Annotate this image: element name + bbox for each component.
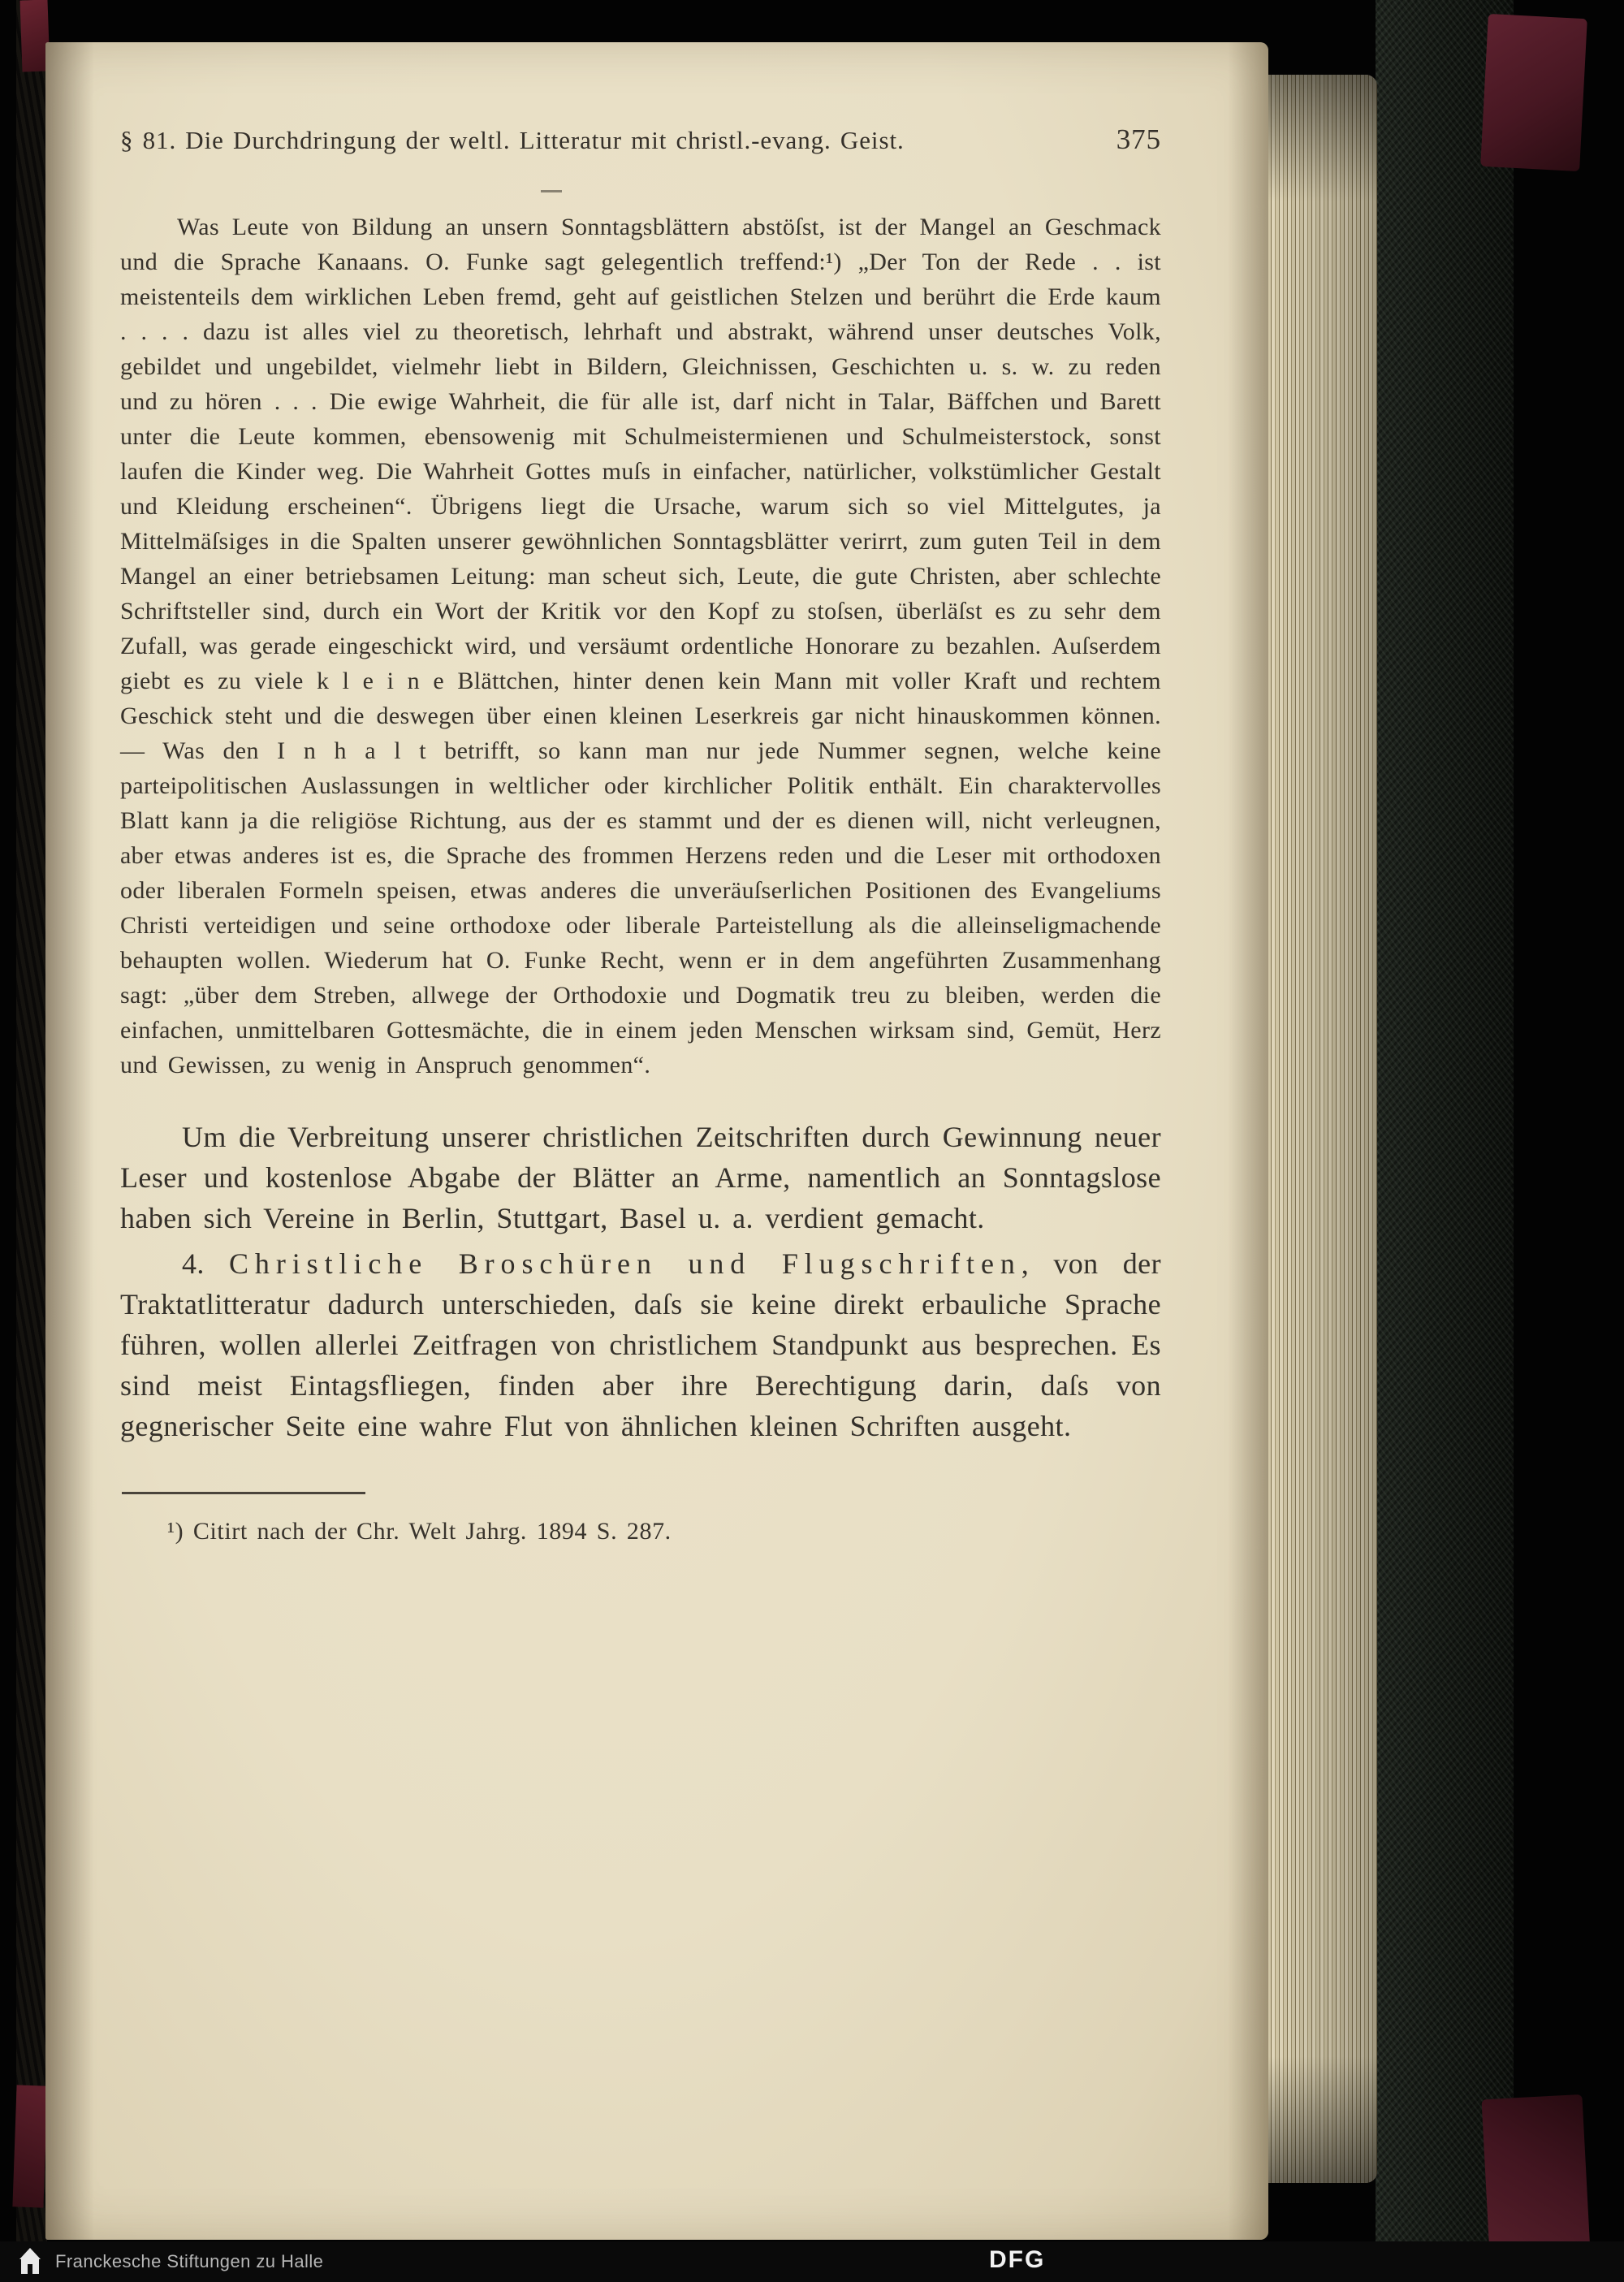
page-number: 375: [1116, 123, 1161, 155]
footnote: ¹) Citirt nach der Chr. Welt Jahrg. 1894 S. 287.: [167, 1518, 672, 1545]
section-4-number: 4.: [182, 1247, 229, 1280]
franckesche-stiftungen-logo-icon: [18, 2246, 42, 2277]
paragraph-main: Um die Verbreitung unserer christlichen Zeitschriften durch Gewinnung neuer Leser und kostenlose Abgabe der Blätter an Arme, namentlich an Sonntagslose haben sich Vereine in Berlin, Stuttgart, Basel u. a. verdient gemacht.: [120, 1121, 1161, 1234]
cover-corner-top-right: [1480, 14, 1587, 171]
section-4-text: , von der Traktatlitteratur dadurch unterschieden, daſs sie keine direkt erbauliche Sprache führen, wollen allerlei Zeitfragen von christlichem Standpunkt aus besprechen. Es sind meist Eintagsfliegen, finden aber ihre Berechtigung darin, daſs von gegnerischer Seite eine wahre Flut von ähnlichen kleinen Schriften ausgeht.: [120, 1247, 1161, 1442]
paragraph-small-print: Was Leute von Bildung an unsern Sonntagsblättern abstöſst, ist der Mangel an Geschmack und die Sprache Kanaans. O. Funke sagt gelegentlich treffend:¹) „Der Ton der Rede . . ist meistenteils dem wirklichen Leben fremd, geht auf geistlichen Stelzen und berührt die Erde kaum . . . . dazu ist alles viel zu theoretisch, lehrhaft und abstrakt, während unser deutsches Volk, gebildet und ungebildet, vielmehr liebt in Bildern, Gleichnissen, Geschichten u. s. w. zu reden und zu hören . . . Die ewige Wahrheit, die für alle ist, darf nicht in Talar, Bäffchen und Barett unter die Leute kommen, ebensowenig mit Schulmeistermienen und Schulmeisterstock, sonst laufen die Kinder weg. Die Wahrheit Gottes muſs in einfacher, natürlicher, volkstümlicher Gestalt und Kleidung erscheinen“. Übrigens liegt die Ursache, warum sich so viel Mittelgutes, ja Mittelmäſsiges in die Spalten unserer gewöhnlichen Sonntagsblätter verirrt, zum guten Teil in dem Mangel an einer betriebsamen Leitung: man scheut sich, Leute, die gute Christen, aber schlechte Schriftsteller sind, durch ein Wort der Kritik vor den Kopf zu stoſsen, überläſst es zu sehr dem Zufall, was gerade eingeschickt wird, und versäumt ordentliche Honorare zu bezahlen. Auſserdem giebt es zu viele k l e i n e Blättchen, hinter denen kein Mann mit voller Kraft und rechtem Geschick steht und die deswegen über einen kleinen Leserkreis gar nicht hinauskommen können. — Was den I n h a l t betrifft, so kann man nur jede Nummer segnen, welche keine parteipolitischen Auslassungen in weltlicher oder kirchlicher Politik enthält. Ein charaktervolles Blatt kann ja die religiöse Richtung, aus der es stammt und der es dienen will, nicht verleugnen, aber etwas anderes ist es, die Sprache des frommen Herzens reden und die Leser mit orthodoxen oder liberalen Formeln speisen, etwas anderes die unveräuſserlichen Positionen des Evangeliums Christi verteidigen und seine orthodoxe oder liberale Parteistellung als die alleinseligmachende behaupten wollen. Wiederum hat O. Funke Recht, wenn er in dem angeführten Zusammenhang sagt: „über dem Streben, allwege der Orthodoxie und Dogmatik treu zu bleiben, werden die einfachen, unmittelbaren Gottesmächte, die in einem jeden Menschen wirksam sind, Gemüt, Herz und Gewissen, zu wenig in Anspruch genommen“.: [120, 214, 1161, 1078]
running-head-title: § 81. Die Durchdringung der weltl. Litteratur mit christl.-evang. Geist.: [120, 126, 905, 154]
footnote-rule: [122, 1492, 365, 1494]
running-head: [120, 123, 1161, 156]
scanned-page: [45, 42, 1268, 2240]
book-spine-left: [16, 0, 47, 2282]
page-fore-edges-shade: [1263, 75, 1377, 2183]
paragraph-section-4: [120, 1243, 1161, 1446]
dfg-logo: DFG: [989, 2246, 1046, 2273]
page-fore-edges: [1263, 75, 1377, 2183]
fore-edge-shadow: [1228, 42, 1268, 2240]
institution-label: Franckesche Stiftungen zu Halle: [55, 2251, 324, 2271]
gutter-shadow: [45, 42, 94, 2240]
book-binding-right: [1376, 0, 1514, 2282]
page-content: [120, 123, 1161, 1548]
viewer-footer-bar: [0, 2241, 1624, 2282]
cover-corner-bottom-left: [12, 2085, 47, 2207]
section-4-spaced-title: Christliche Broschüren und Flugschriften: [229, 1247, 1021, 1280]
